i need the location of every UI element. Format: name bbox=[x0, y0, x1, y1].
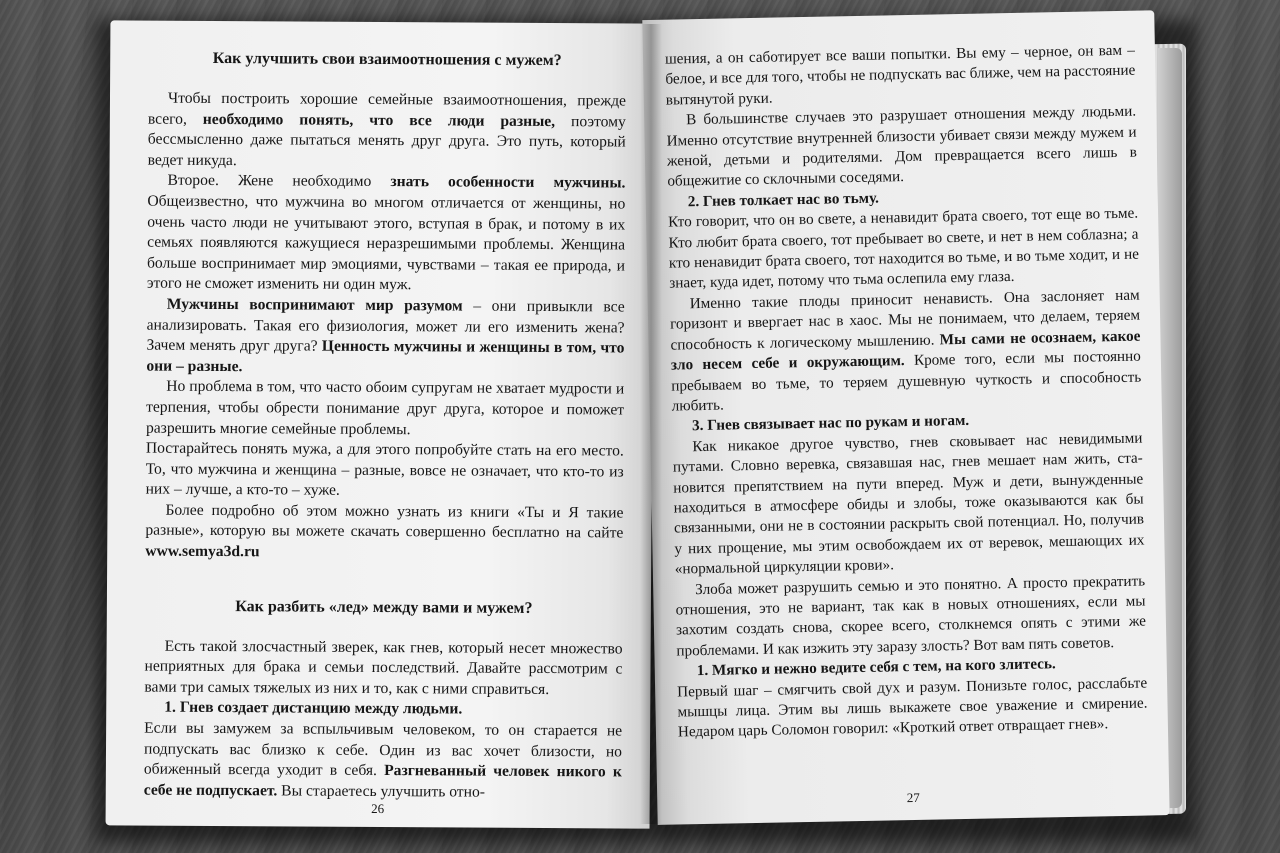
text-run: Общеизвестно, что мужчина во многом отличается от женщины, но очень часто люди не учитывают этого, вступая в брак, и потому в их семьях появляются кажущиеся неразрешимыми проблемы. Женщина больше воспринимает мир эмоциями, чувствами – такая ее природа, и этого не сможет изменить ни один муж. bbox=[146, 192, 626, 294]
paragraph bbox=[670, 285, 1142, 416]
right-page-text bbox=[665, 41, 1148, 744]
subheading bbox=[144, 698, 622, 722]
paragraph: Злоба может разрушить семью и это понятно. А просто прекратить отношения, это не вариант, так как в новых отношениях, если мы захотим создать снова, скорее всего, столкнемся опять с этими же проблемами. И как изжить эту заразу злость? Вот вам пять советов. bbox=[675, 572, 1147, 660]
paragraph: В большинстве случаев это разрушает отношения между людьми. Именно отсутствие внутренней близости убивает связи между мужем и женой, детьми и родителями. Дом превращается всего лишь в общежитие со склочными соседями. bbox=[666, 102, 1138, 191]
paragraph: Но проблема в том, что часто обоим супругам не хватает мудрости и терпения, чтобы обрести понимание друг друга, которое и поможет разрешить многие семейные проблемы. bbox=[145, 378, 625, 438]
paragraph: Постарайтесь понять мужа, а для этого попробуйте стать на его место. То, что мужчина и женщина – разные, вовсе не означает, что кто-то из них – лучше, а кто-то – хуже. bbox=[145, 439, 624, 500]
paragraph: Есть такой злосчастный зверек, как гнев, который несет множество неприятных для брака и семьи последствий. Давайте рассмотрим с вами три самых тяжелых из них и то, как с ними справиться. bbox=[144, 637, 623, 698]
paragraph: шения, а он саботирует все ваши попытки. Вы ему – черное, он вам – белое, и все для того, чтобы не подпускать вас ближе, чем на расстояние вытянутой руки. bbox=[664, 41, 1136, 109]
paragraph: Как никакое другое чувство, гнев сковывает нас невидимыми путами. Словно веревка, связавшая нас, гнев мешает нам жить, ста-новится препятствием на пути вперед. Муж и дети, вынужденные находиться в атмосфере обиды и злобы, тоже оказываются как бы связанными, они не в состоянии раскрыть свой потенциал. Но, получив у них прощение, мы этим освобождаем их от веревок, мешающих их «нормальной циркуляции крови». bbox=[672, 429, 1145, 578]
paragraph bbox=[144, 719, 622, 804]
paragraph bbox=[146, 295, 624, 380]
text-run: поэтому бессмысленно даже пытаться менять друг друга. Это путь, который ведет никуда. bbox=[147, 112, 626, 169]
left-page-text bbox=[144, 49, 627, 804]
text-run: Более подробно об этом можно узнать из книги «Ты и Я такие разные», которую вы можете скачать совершенно бесплатно на сайте bbox=[145, 501, 624, 542]
page-number: 26 bbox=[371, 800, 385, 817]
scripture-quote: Кто говорит, что он во свете, а ненавидит брата своего, тот еще во тьме. Кто любит брата своего, тот пребывает во свете, и нет в нем соблазна; а кто ненавидит брата своего, тот находится во тьме, и во тьме ходит, и не знает, куда идет, потому что тьма ослепила ему глаза. bbox=[667, 204, 1140, 293]
page-number: 27 bbox=[906, 789, 920, 806]
bold-run: Ценность мужчины и женщины в том, что они – разные. bbox=[146, 337, 625, 375]
text-run: Второе. Жене необходимо bbox=[167, 172, 391, 191]
section-title: Как улучшить свои взаимоотношения с мужем? bbox=[212, 49, 562, 70]
left-page bbox=[106, 20, 655, 828]
text-run: Вы стараетесь улучшить отно- bbox=[277, 782, 486, 801]
bold-run: Мы сами не осознаем, какое зло несем себе и окружающим. bbox=[670, 327, 1141, 374]
paragraph bbox=[147, 171, 626, 297]
text-run: Если вы замужем за вспыльчивым человеком, то он старается не подпускать вас близко к себе. Один из вас хочет близости, но обиженный всегда уходит в себя. bbox=[143, 719, 623, 780]
paragraph bbox=[145, 500, 623, 565]
text-run: Кроме того, если мы постоянно пребываем во тьме, то теряем душевную чуткость и способность любить. bbox=[671, 347, 1142, 415]
right-page bbox=[642, 10, 1169, 825]
website-link: www.semya3d.ru bbox=[145, 542, 260, 561]
section-title: Как разбить «лед» между вами и мужем? bbox=[235, 597, 533, 617]
bold-run: необходимо понять, что все люди разные, bbox=[202, 110, 556, 130]
text-run: Именно такие плоды приносит ненависть. Она заслоняет нам горизонт и ввергает нас в хаос. Мы не понимаем, что делаем, теряем способность к логическому мышлению. bbox=[669, 286, 1141, 354]
bold-run: Мужчины воспринимают мир разумом bbox=[166, 295, 463, 315]
text-run: Чтобы построить хорошие семейные взаимоотношения, прежде всего, bbox=[147, 89, 627, 128]
text-run: – они привыкли все анализировать. Такая его физиология, может ли его изменить жена? Зачем менять друг друга? bbox=[146, 297, 625, 355]
bold-run: 2. Гнев толкает нас во тьму. bbox=[687, 189, 880, 211]
bold-run: 1. Мягко и нежно ведите себя с тем, на кого злитесь. bbox=[696, 655, 1056, 680]
bold-run: 3. Гнев связывает нас по рукам и ногам. bbox=[691, 412, 970, 435]
paragraph: Первый шаг – смягчить свой дух и разум. Понизьте голос, расслабьте мышцы лица. Этим вы лишь выкажете свое уважение и смирение. Недаром царь Соломон говорил: «Кроткий ответ отвращает гнев». bbox=[677, 674, 1148, 741]
bold-run: 1. Гнев создает дистанцию между людьми. bbox=[164, 699, 463, 718]
bold-run: Разгневанный человек никого к себе не подпускает. bbox=[143, 762, 622, 800]
bold-run: знать особенности мужчины. bbox=[390, 173, 626, 192]
paragraph bbox=[148, 89, 626, 174]
